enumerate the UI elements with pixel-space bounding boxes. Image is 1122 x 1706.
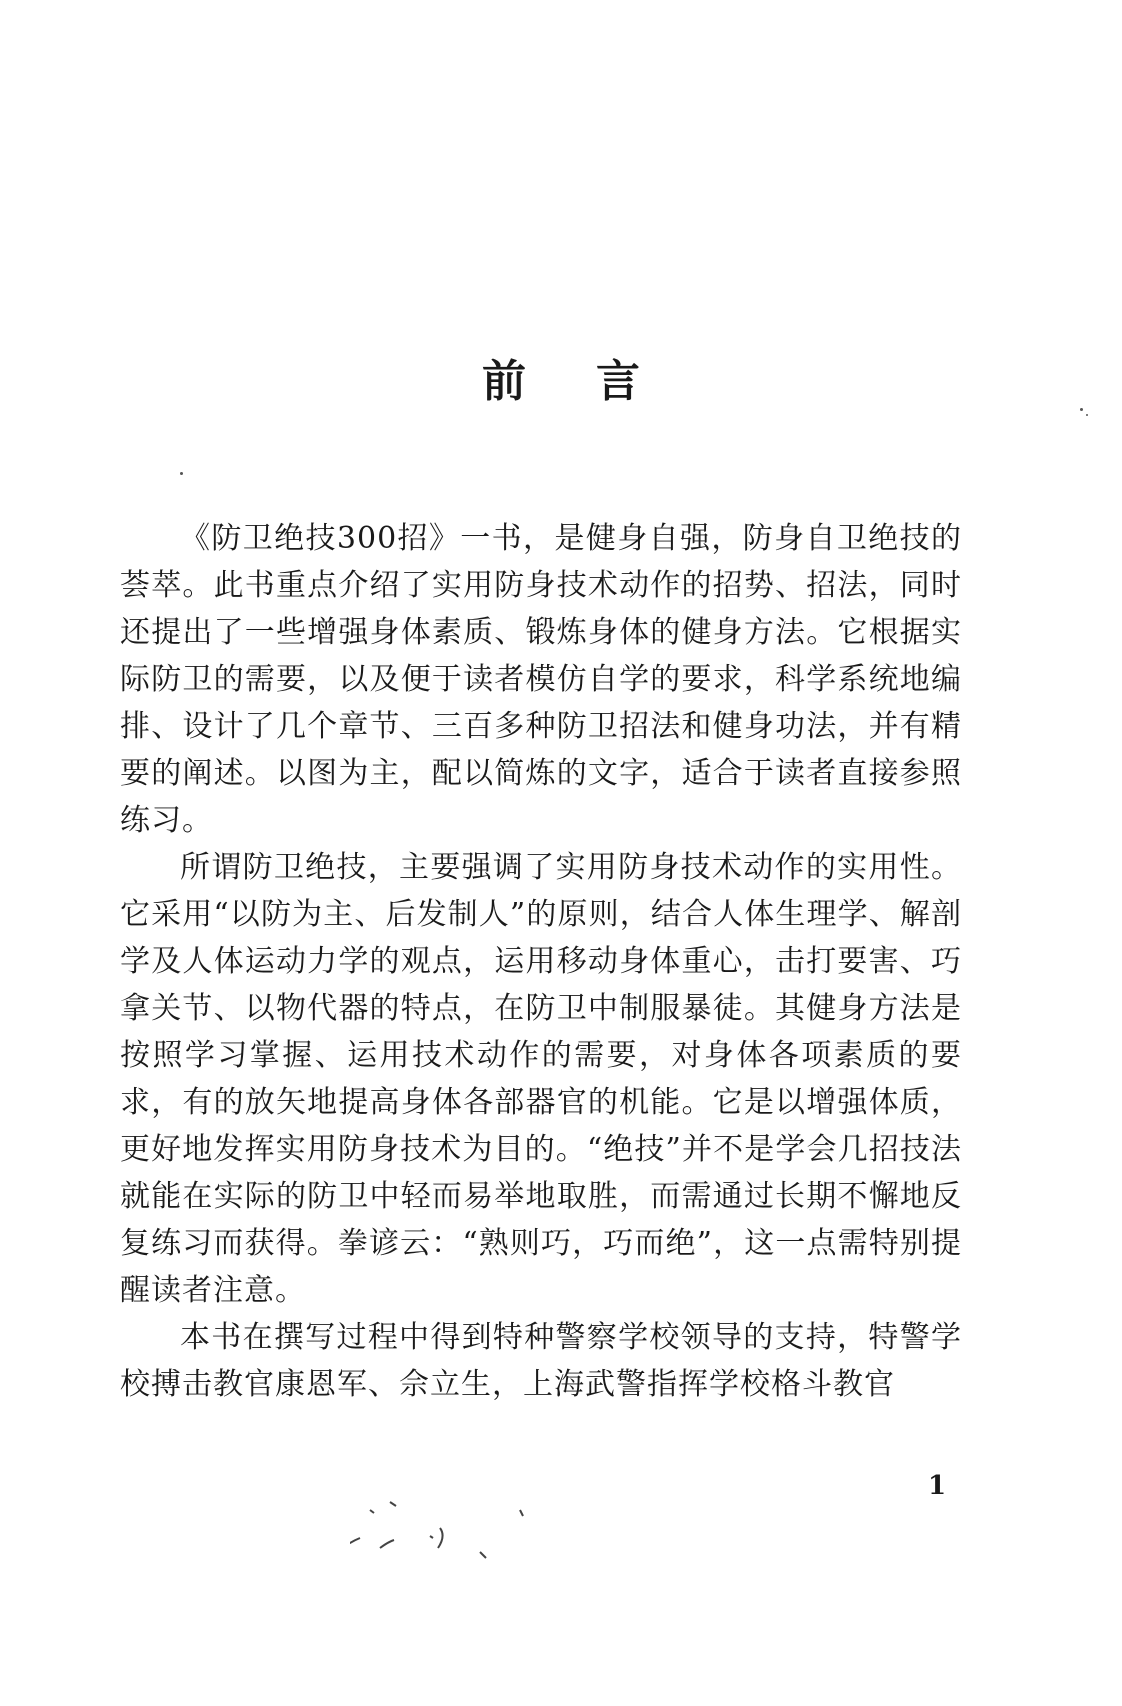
- paragraph-1: 《防卫绝技300招》一书，是健身自强，防身自卫绝技的荟萃。此书重点介绍了实用防身技术动作的招势、招法，同时还提出了一些增强身体素质、锻炼身体的健身方法。它根据实际防卫的需要，以及便于读者模仿自学的要求，科学系统地编排、设计了几个章节、三百多种防卫招法和健身功法，并有精要的阐述。以图为主，配以简炼的文字，适合于读者直接参照练习。: [120, 521, 962, 838]
- scan-speck: [1086, 414, 1088, 416]
- paragraph-3: 本书在撰写过程中得到特种警察学校领导的支持，特警学校搏击教官康恩军、佘立生，上海武警指挥学校格斗教官: [120, 1320, 962, 1402]
- scan-speck: [180, 472, 183, 475]
- preface-body: [120, 515, 962, 1408]
- scan-marks: [350, 1490, 610, 1570]
- page-number: 1: [928, 1471, 947, 1501]
- paragraph-2: 所谓防卫绝技，主要强调了实用防身技术动作的实用性。它采用“以防为主、后发制人”的原则，结合人体生理学、解剖学及人体运动力学的观点，运用移动身体重心，击打要害、巧拿关节、以物代器的特点，在防卫中制服暴徒。其健身方法是按照学习掌握、运用技术动作的需要，对身体各项素质的要求，有的放矢地提高身体各部器官的机能。它是以增强体质，更好地发挥实用防身技术为目的。“绝技”并不是学会几招技法就能在实际的防卫中轻而易举地取胜，而需通过长期不懈地反复练习而获得。拳谚云：“熟则巧，巧而绝”，这一点需特别提醒读者注意。: [120, 850, 962, 1308]
- scan-speck: [1080, 408, 1083, 411]
- page-title: 前言: [482, 356, 710, 407]
